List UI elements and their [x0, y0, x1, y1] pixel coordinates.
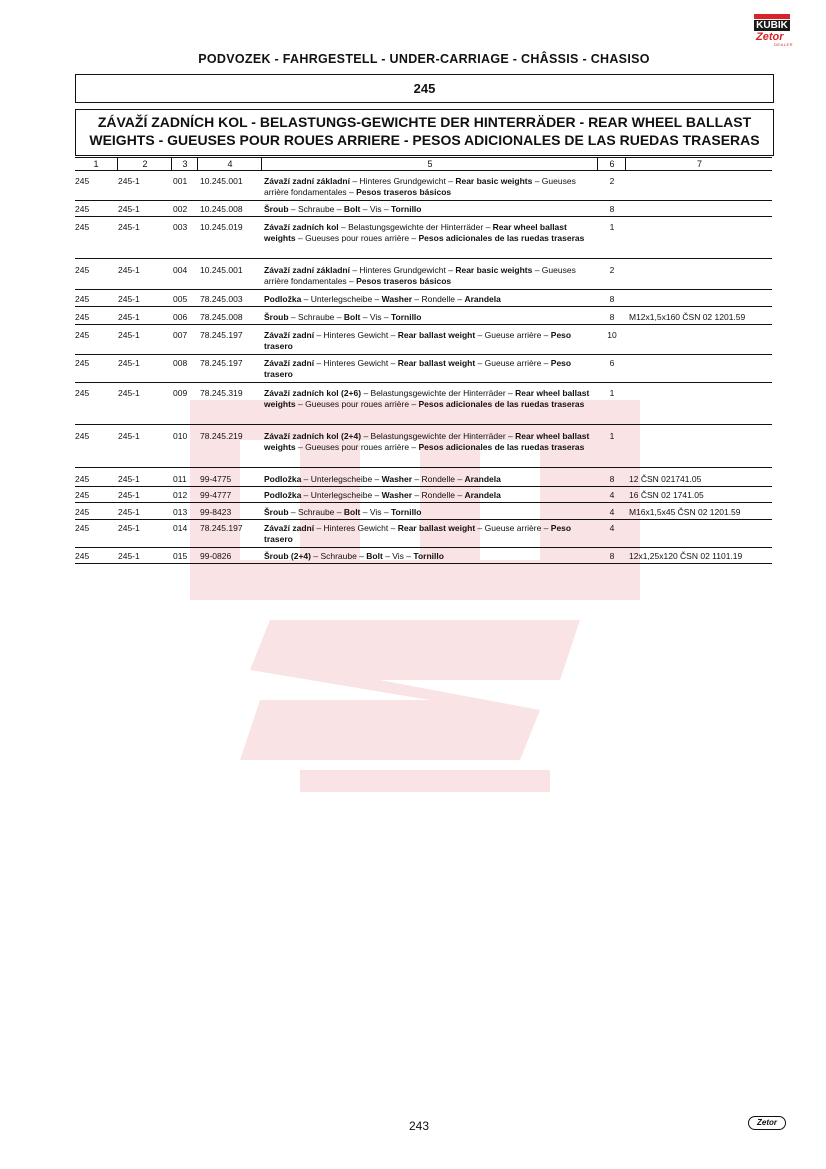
- cell-part-number: 10.245.008: [200, 204, 243, 214]
- table-row: [75, 507, 772, 520]
- cell-position: 007: [173, 330, 188, 340]
- desc-french: – Gueuse arrière –: [475, 523, 551, 533]
- desc-czech: Šroub: [264, 204, 289, 214]
- col-head-3: 3: [171, 158, 198, 170]
- cell-quantity: 4: [609, 507, 615, 517]
- desc-czech: Závaží zadní: [264, 330, 315, 340]
- desc-english: Rear ballast weight: [397, 358, 476, 368]
- table-row: [75, 176, 772, 201]
- table-row: [75, 265, 772, 290]
- desc-french: – Gueuses pour roues arrière –: [295, 399, 419, 409]
- cell-position: 010: [173, 431, 188, 441]
- cell-quantity: 8: [609, 312, 615, 322]
- cell-part-number: 78.245.197: [200, 358, 243, 368]
- cell-group: 245: [75, 507, 90, 517]
- desc-german: – Belastungsgewichte der Hinterräder –: [361, 388, 516, 398]
- desc-french: – Vis –: [360, 312, 391, 322]
- cell-position: 008: [173, 358, 188, 368]
- table-row: [75, 474, 772, 487]
- cell-quantity: 1: [609, 388, 615, 398]
- page-number: 243: [408, 1119, 430, 1133]
- desc-czech: Závaží zadních kol: [264, 222, 339, 232]
- table-row: [75, 358, 772, 383]
- desc-german: – Unterlegscheibe –: [301, 474, 382, 484]
- cell-quantity: 4: [609, 523, 615, 533]
- cell-description: [264, 431, 599, 453]
- desc-german: – Schraube –: [288, 507, 344, 517]
- col-head-7: 7: [625, 158, 773, 170]
- cell-subgroup: 245-1: [118, 265, 140, 275]
- cell-note: 12x1,25x120 ČSN 02 1101.19: [629, 551, 743, 561]
- cell-description: [264, 222, 599, 244]
- desc-french: – Rondelle –: [412, 294, 465, 304]
- group-number-box: [75, 74, 774, 103]
- cell-group: 245: [75, 474, 90, 484]
- cell-note: M12x1,5x160 ČSN 02 1201.59: [629, 312, 746, 322]
- cell-group: 245: [75, 551, 90, 561]
- desc-spanish: Pesos traseros básicos: [356, 187, 452, 197]
- desc-french: – Rondelle –: [412, 490, 465, 500]
- cell-note: 16 ČSN 02 1741.05: [629, 490, 704, 500]
- logo-zetor-text: Zetor: [756, 31, 784, 43]
- table-row: [75, 388, 772, 425]
- desc-english: Bolt: [366, 551, 383, 561]
- desc-czech: Závaží zadní základní: [264, 176, 350, 186]
- desc-english: Rear wheel ballast weights: [264, 388, 590, 409]
- desc-german: – Unterlegscheibe –: [301, 294, 382, 304]
- desc-spanish: Peso trasero: [264, 330, 572, 351]
- cell-subgroup: 245-1: [118, 431, 140, 441]
- desc-spanish: Tornillo: [390, 507, 422, 517]
- cell-position: 009: [173, 388, 188, 398]
- cell-subgroup: 245-1: [118, 490, 140, 500]
- cell-subgroup: 245-1: [118, 222, 140, 232]
- desc-english: Washer: [381, 474, 413, 484]
- desc-english: Rear wheel ballast weights: [264, 222, 567, 243]
- cell-subgroup: 245-1: [118, 523, 140, 533]
- logo-kubik-text: KUBIK: [754, 20, 790, 31]
- cell-quantity: 1: [609, 431, 615, 441]
- cell-position: 012: [173, 490, 188, 500]
- title-box: [75, 109, 774, 156]
- cell-group: 245: [75, 523, 90, 533]
- desc-czech: Závaží zadní: [264, 358, 315, 368]
- cell-group: 245: [75, 204, 90, 214]
- cell-position: 005: [173, 294, 188, 304]
- desc-spanish: Arandela: [464, 474, 501, 484]
- cell-subgroup: 245-1: [118, 176, 140, 186]
- cell-group: 245: [75, 294, 90, 304]
- desc-english: Rear wheel ballast weights: [264, 431, 590, 452]
- desc-czech: Šroub (2+4): [264, 551, 311, 561]
- cell-group: 245: [75, 388, 90, 398]
- section-header: PODVOZEK - FAHRGESTELL - UNDER-CARRIAGE - CHÂSSIS - CHASISO: [198, 52, 650, 66]
- cell-quantity: 8: [609, 474, 615, 484]
- desc-german: – Hinteres Grundgewicht –: [349, 176, 456, 186]
- desc-german: – Schraube –: [288, 204, 344, 214]
- cell-group: 245: [75, 330, 90, 340]
- desc-french: – Vis –: [382, 551, 414, 561]
- logo-red-bar: [754, 14, 790, 19]
- desc-german: – Hinteres Gewicht –: [314, 358, 398, 368]
- desc-english: Rear basic weights: [455, 265, 533, 275]
- cell-group: 245: [75, 222, 90, 232]
- cell-part-number: 99-0826: [200, 551, 232, 561]
- desc-czech: Podložka: [264, 490, 302, 500]
- desc-french: – Rondelle –: [412, 474, 465, 484]
- cell-quantity: 8: [609, 204, 615, 214]
- cell-group: 245: [75, 490, 90, 500]
- table-row: [75, 551, 772, 564]
- cell-description: [264, 388, 599, 410]
- column-header-row: [75, 157, 772, 171]
- desc-czech: Podložka: [264, 294, 302, 304]
- cell-description: [264, 507, 599, 518]
- desc-czech: Podložka: [264, 474, 302, 484]
- desc-german: – Hinteres Gewicht –: [314, 330, 398, 340]
- desc-french: – Gueuse arrière –: [475, 358, 551, 368]
- cell-position: 014: [173, 523, 188, 533]
- cell-quantity: 1: [609, 222, 615, 232]
- cell-part-number: 10.245.019: [200, 222, 243, 232]
- desc-english: Bolt: [343, 312, 361, 322]
- table-row: [75, 490, 772, 503]
- cell-part-number: 99-4775: [200, 474, 232, 484]
- cell-description: [264, 490, 599, 501]
- cell-quantity: 8: [609, 551, 615, 561]
- desc-german: – Belastungsgewichte der Hinterräder –: [361, 431, 516, 441]
- cell-part-number: 10.245.001: [200, 265, 243, 275]
- desc-spanish: Arandela: [464, 490, 501, 500]
- cell-position: 015: [173, 551, 188, 561]
- table-row: [75, 523, 772, 548]
- desc-german: – Schraube –: [311, 551, 367, 561]
- desc-czech: Závaží zadních kol (2+4): [264, 431, 362, 441]
- cell-part-number: 78.245.197: [200, 330, 243, 340]
- cell-part-number: 99-4777: [200, 490, 232, 500]
- cell-part-number: 99-8423: [200, 507, 232, 517]
- cell-subgroup: 245-1: [118, 294, 140, 304]
- desc-french: – Vis –: [360, 204, 391, 214]
- cell-description: [264, 312, 599, 323]
- desc-french: – Gueuse arrière –: [475, 330, 551, 340]
- cell-description: [264, 176, 599, 198]
- desc-spanish: Tornillo: [390, 312, 422, 322]
- table-row: [75, 431, 772, 468]
- desc-english: Washer: [381, 490, 413, 500]
- table-row: [75, 312, 772, 325]
- desc-spanish: Pesos traseros básicos: [356, 276, 452, 286]
- col-head-4: 4: [197, 158, 262, 170]
- footer-zetor-logo: Zetor: [748, 1116, 786, 1130]
- desc-spanish: Tornillo: [413, 551, 444, 561]
- desc-english: Bolt: [343, 507, 361, 517]
- cell-part-number: 78.245.319: [200, 388, 243, 398]
- cell-subgroup: 245-1: [118, 358, 140, 368]
- cell-position: 002: [173, 204, 188, 214]
- desc-spanish: Pesos adicionales de las ruedas traseras: [418, 442, 585, 452]
- desc-english: Bolt: [343, 204, 361, 214]
- cell-group: 245: [75, 431, 90, 441]
- cell-description: [264, 358, 599, 380]
- desc-german: – Hinteres Gewicht –: [314, 523, 398, 533]
- cell-position: 003: [173, 222, 188, 232]
- desc-german: – Belastungsgewichte der Hinterräder –: [338, 222, 493, 232]
- logo-dealer-text: DEALER: [774, 42, 794, 47]
- desc-french: – Gueuses pour roues arrière –: [295, 442, 419, 452]
- cell-group: 245: [75, 358, 90, 368]
- desc-german: – Schraube –: [288, 312, 344, 322]
- cell-description: [264, 204, 599, 215]
- cell-part-number: 10.245.001: [200, 176, 243, 186]
- cell-position: 001: [173, 176, 188, 186]
- cell-subgroup: 245-1: [118, 551, 140, 561]
- cell-group: 245: [75, 176, 90, 186]
- desc-german: – Unterlegscheibe –: [301, 490, 382, 500]
- cell-quantity: 4: [609, 490, 615, 500]
- cell-subgroup: 245-1: [118, 388, 140, 398]
- table-row: [75, 330, 772, 355]
- cell-quantity: 2: [609, 265, 615, 275]
- desc-english: Washer: [381, 294, 413, 304]
- desc-czech: Závaží zadní: [264, 523, 315, 533]
- cell-subgroup: 245-1: [118, 507, 140, 517]
- desc-english: Rear ballast weight: [397, 523, 476, 533]
- cell-position: 006: [173, 312, 188, 322]
- desc-french: – Vis –: [360, 507, 391, 517]
- cell-group: 245: [75, 265, 90, 275]
- desc-spanish: Peso trasero: [264, 358, 572, 379]
- cell-subgroup: 245-1: [118, 204, 140, 214]
- group-number: 245: [413, 81, 436, 96]
- cell-quantity: 10: [607, 330, 617, 340]
- cell-part-number: 78.245.008: [200, 312, 243, 322]
- cell-description: [264, 474, 599, 485]
- desc-spanish: Tornillo: [390, 204, 422, 214]
- col-head-5: 5: [261, 158, 598, 170]
- desc-czech: Šroub: [264, 312, 289, 322]
- col-head-2: 2: [117, 158, 172, 170]
- desc-czech: Závaží zadní základní: [264, 265, 350, 275]
- cell-quantity: 2: [609, 176, 615, 186]
- cell-description: [264, 551, 599, 562]
- cell-quantity: 8: [609, 294, 615, 304]
- cell-note: M16x1,5x45 ČSN 02 1201.59: [629, 507, 741, 517]
- cell-note: 12 ČSN 021741.05: [629, 474, 702, 484]
- cell-quantity: 6: [609, 358, 615, 368]
- cell-subgroup: 245-1: [118, 312, 140, 322]
- cell-description: [264, 330, 599, 352]
- cell-part-number: 78.245.003: [200, 294, 243, 304]
- cell-position: 004: [173, 265, 188, 275]
- cell-description: [264, 523, 599, 545]
- desc-french: – Gueuses arrière fondamentales –: [264, 176, 576, 197]
- cell-description: [264, 265, 599, 287]
- cell-part-number: 78.245.219: [200, 431, 243, 441]
- title-line-2: WEIGHTS - GUEUSES POUR ROUES ARRIERE - PESOS ADICIONALES DE LAS RUEDAS TRASERAS: [89, 132, 760, 148]
- cell-part-number: 78.245.197: [200, 523, 243, 533]
- desc-spanish: Peso trasero: [264, 523, 572, 544]
- cell-position: 013: [173, 507, 188, 517]
- col-head-6: 6: [597, 158, 626, 170]
- desc-czech: Závaží zadních kol (2+6): [264, 388, 362, 398]
- desc-spanish: Pesos adicionales de las ruedas traseras: [418, 399, 585, 409]
- cell-group: 245: [75, 312, 90, 322]
- desc-english: Rear ballast weight: [397, 330, 476, 340]
- desc-czech: Šroub: [264, 507, 289, 517]
- cell-subgroup: 245-1: [118, 330, 140, 340]
- kubik-zetor-logo: [754, 14, 794, 47]
- cell-description: [264, 294, 599, 305]
- title-line-1: ZÁVAŽÍ ZADNÍCH KOL - BELASTUNGS-GEWICHTE DER HINTERRÄDER - REAR WHEEL BALLAST: [97, 114, 752, 130]
- desc-german: – Hinteres Grundgewicht –: [349, 265, 456, 275]
- desc-french: – Gueuses pour roues arrière –: [295, 233, 419, 243]
- desc-spanish: Arandela: [464, 294, 501, 304]
- desc-english: Rear basic weights: [455, 176, 533, 186]
- cell-position: 011: [173, 474, 187, 484]
- table-row: [75, 222, 772, 259]
- table-row: [75, 294, 772, 307]
- desc-spanish: Pesos adicionales de las ruedas traseras: [418, 233, 585, 243]
- cell-subgroup: 245-1: [118, 474, 140, 484]
- col-head-1: 1: [93, 159, 99, 169]
- desc-french: – Gueuses arrière fondamentales –: [264, 265, 576, 286]
- table-row: [75, 204, 772, 217]
